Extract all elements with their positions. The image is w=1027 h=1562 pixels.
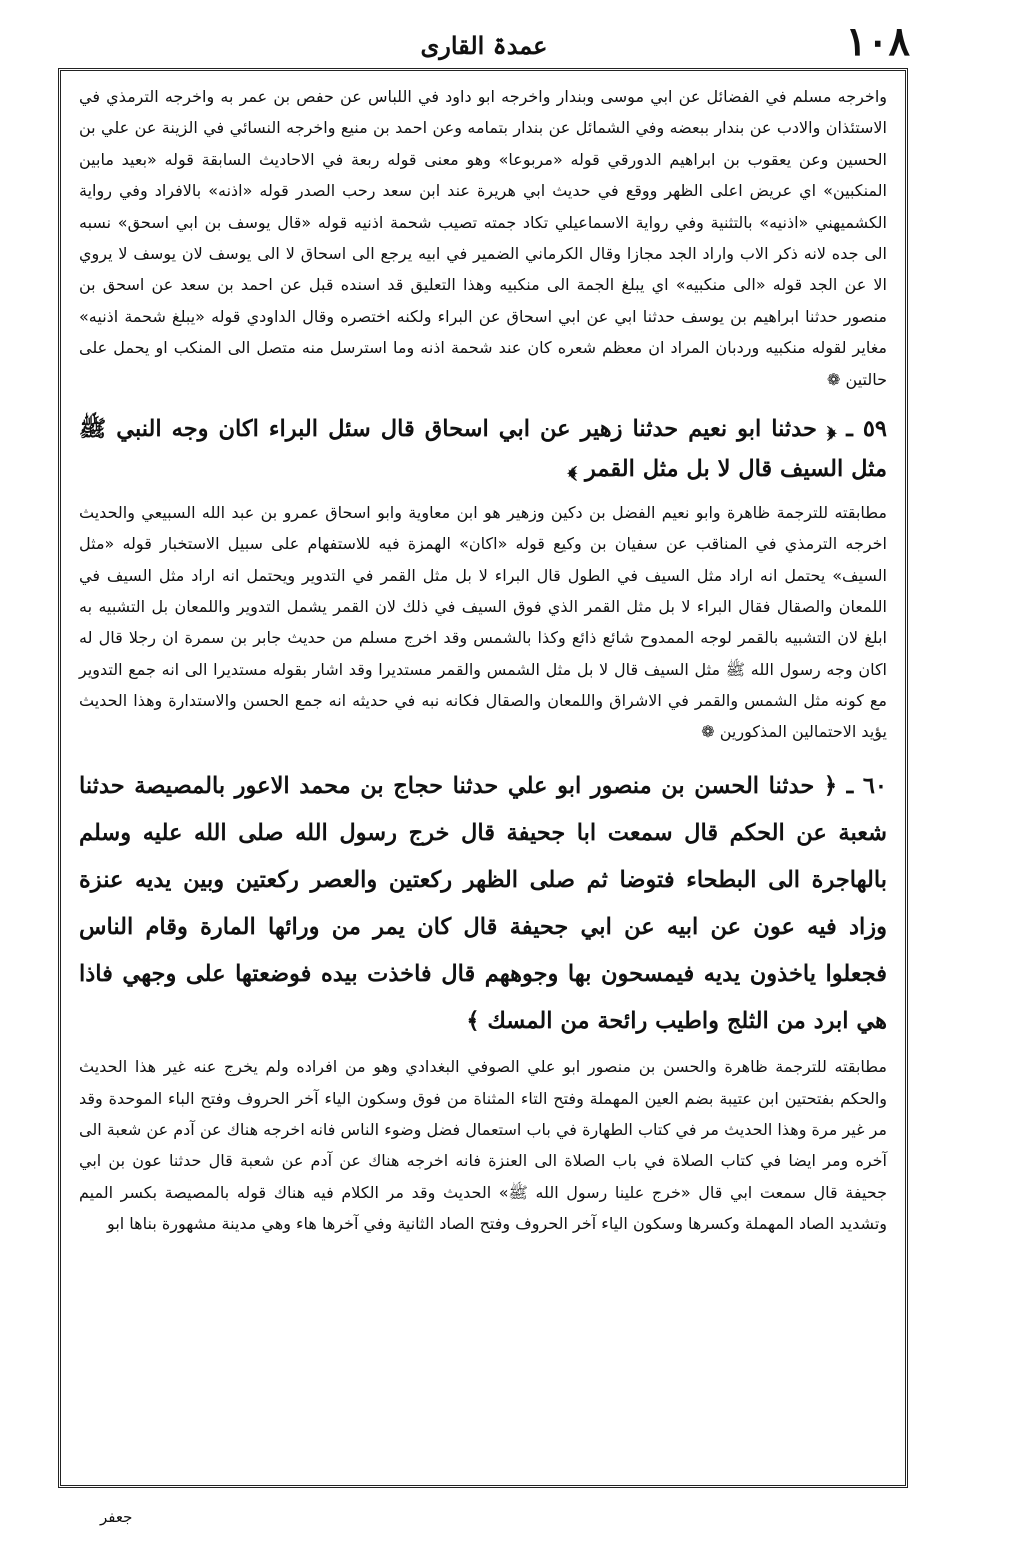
hadith-59: ٥٩ ـ ﴿ حدثنا ابو نعيم حدثنا زهير عن ابي اسحاق قال سئل البراء اكان وجه النبي ﷺ مثل السيف قال لا بل مثل القمر ﴾ xyxy=(79,416,887,483)
commentary-paragraph: مطابقته للترجمة ظاهرة والحسن بن منصور ابو علي الصوفي البغدادي وهو من افراده ولم يخرج عنه غير هذا الحديث والحكم بفتحتين ابن عتيبة بضم العين المهملة وفتح التاء المثناة من فوق وسكون الياء آخر الحروف وفتح الباء الموحدة وقد مر غير مرة وهذا الحديث مر في كتاب الطهارة في باب استعمال فضل وضوء الناس فانه اخرجه هناك عن آدم عن شعبة الى آخره ومر ايضا في كتاب الصلاة في باب الصلاة الى العنزة فانه اخرجه هناك عن آدم عن شعبة قال حدثنا عون بن ابي جحيفة قال سمعت ابي قال «خرج علينا رسول الله ﷺ» الحديث وقد مر الكلام فيه هناك قوله بالمصيصة بكسر الميم وتشديد الصاد المهملة وكسرها وسكون الياء آخر الحروف وفتح الصاد الثانية وفي آخرها هاء وهي مدينة مشهورة بناها ابو xyxy=(79,1057,887,1233)
hadith-60: ٦٠ ـ ﴿ حدثنا الحسن بن منصور ابو علي حدثنا حجاج بن محمد الاعور بالمصيصة حدثنا شعبة عن الحكم قال سمعت ابا جحيفة قال خرج رسول الله صلى الله عليه وسلم بالهاجرة الى البطحاء فتوضا ثم صلى الظهر ركعتين والعصر ركعتين وبين يديه عنزة وزاد فيه عون عن ابيه عن ابي جحيفة قال كان يمر من ورائها المارة وقام الناس فجعلوا ياخذون يديه فيمسحون بها وجوههم قال فاخذت بيده فوضعتها على وجهي فاذا هي ابرد من الثلج واطيب رائحة من المسك ﴾ xyxy=(79,773,887,1035)
commentary-paragraph: واخرجه مسلم في الفضائل عن ابي موسى وبندار واخرجه ابو داود في اللباس عن حفص بن عمر به واخرجه الترمذي في الاستئذان والادب عن بندار ببعضه وفي الشمائل عن بندار بتمامه وعن احمد بن منيع واخرجه النسائي في الزينة عن علي بن الحسين وعن يعقوب بن ابراهيم الدورقي قوله «مربوعا» وهو معنى قوله ربعة في الاحاديث السابقة قوله «بعيد مابين المنكبين» اي عريض اعلى الظهر ووقع في حديث ابي هريرة عند ابن سعد رحب الصدر قوله «اذنه» بالافراد وفي رواية الكشميهني «اذنيه» بالتثنية وفي رواية الاسماعيلي تكاد جمته تصيب شحمة اذنيه قوله «قال يوسف بن ابي اسحق» نسبه الى جده لانه ذكر الاب واراد الجد مجازا وقال الكرماني الضمير في ابيه يرجع الى اسحاق لا الى يوسف لان يوسف لا يروي الا عن الجد قوله «الى منكبيه» اي يبلغ الجمة الى منكبيه وهذا التعليق قد اسنده قبل عن احمد بن سعد عن اسحق بن منصور حدثنا ابراهيم بن يوسف حدثنا ابي عن ابي اسحاق عن البراء ولكنه اختصره وقال الداودي قوله «يبلغ شحمة اذنيه» مغاير لقوله منكبيه وردبان المراد ان معظم شعره كان عند شحمة اذنه وما استرسل منه متصل الى المنكب او يحمل على حالتين ❁ xyxy=(79,87,887,389)
running-title: عمدۃ القاری xyxy=(420,31,548,60)
page-header xyxy=(58,18,910,70)
commentary-paragraph: مطابقته للترجمة ظاهرة وابو نعيم الفضل بن دكين وزهير هو ابن معاوية وابو اسحاق عمرو بن عبد الله السبيعي والحديث اخرجه الترمذي في المناقب عن سفيان بن وكيع قوله «اكان» الهمزة فيه للاستفهام على سبيل الاستخبار قوله «مثل السيف» يحتمل انه اراد مثل السيف في الطول قال البراء لا بل مثل القمر في التدوير ويحتمل انه اراد مثل السيف في اللمعان والصقال فقال البراء لا بل مثل القمر الذي فوق السيف في ذلك لان القمر يشمل التدوير واللمعان بل التشبيه به ابلغ لان التشبيه بالقمر لوجه الممدوح شائع ذائع وكذا بالشمس وقد اخرج مسلم من حديث جابر بن سمرة ان رجلا قال له اكان وجه رسول الله ﷺ مثل السيف قال لا بل مثل الشمس والقمر مستديرا وقد اشار بقوله مستديرا الى انه جمع التدوير مع كونه مثل الشمس والقمر في الاشراق واللمعان والصقال فكانه نبه في حديثه انه جمع الحسن والاستدارة وهذا الحديث يؤيد الاحتمالين المذكورين ❁ xyxy=(79,503,887,742)
page-number: ١٠٨ xyxy=(845,18,910,65)
catchword: جعفر xyxy=(100,1508,133,1526)
text-frame xyxy=(58,68,908,1488)
